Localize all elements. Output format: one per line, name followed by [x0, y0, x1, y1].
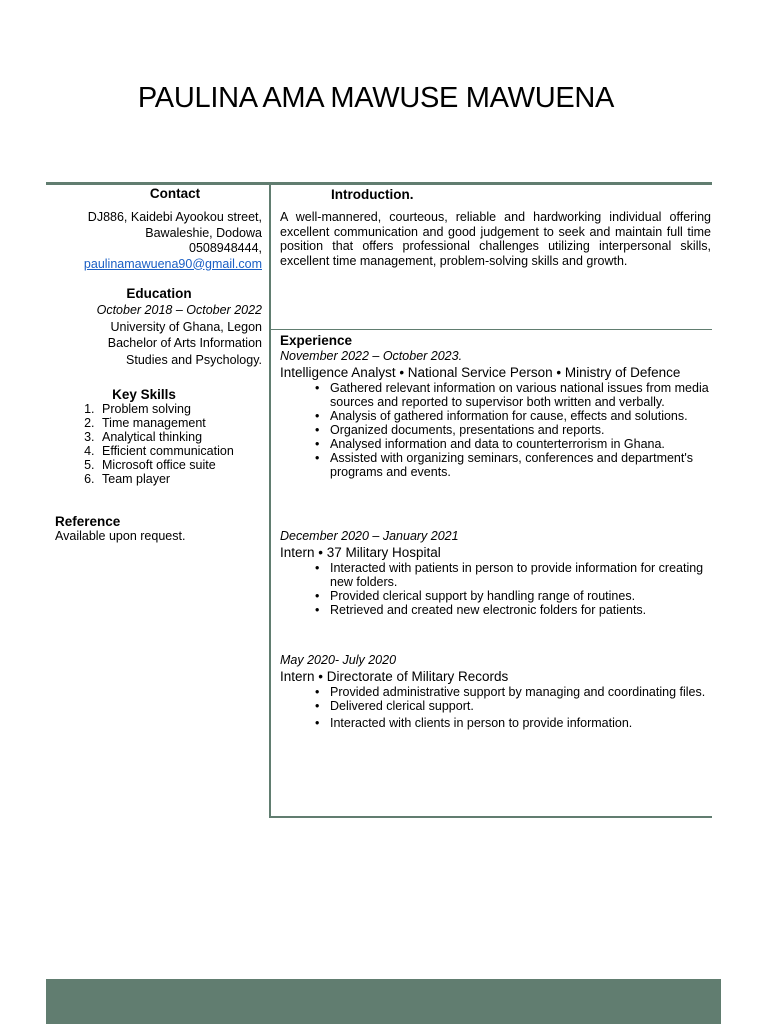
job-entry [280, 653, 711, 730]
job-duties [280, 381, 711, 479]
introduction-heading: Introduction. [331, 187, 414, 202]
contact-email-link[interactable]: paulinamawuena90@gmail.com [83, 256, 262, 271]
contact-address-line: Bawaleshie, Dodowa [145, 225, 262, 240]
column-divider [269, 185, 271, 818]
top-divider [46, 182, 712, 185]
section-divider [271, 329, 712, 330]
experience-heading: Experience [280, 333, 353, 348]
duty-item: • Provided administrative support by managing and coordinating files. [330, 685, 711, 699]
skills-list [52, 402, 262, 486]
introduction-text: A well-mannered, courteous, reliable and hardworking individual offering excellent communication and good judgement to seek and maintain full time position that offers professional challenges utilizing interpersonal skills, excellent time management, problem-solving skills and growth. [280, 210, 711, 268]
education-details [52, 302, 262, 368]
bottom-divider [271, 816, 712, 818]
job-duties [280, 561, 711, 617]
sidebar [52, 186, 262, 544]
job-title: Intern • 37 Military Hospital [280, 545, 441, 560]
contact-details [52, 210, 262, 272]
education-line: Studies and Psychology. [126, 352, 262, 367]
contact-heading: Contact [149, 186, 201, 201]
resume-name: PAULINA AMA MAWUSE MAWUENA [137, 82, 615, 114]
contact-address-line: DJ886, Kaidebi Ayookou street, [87, 210, 262, 224]
duty-item: • Assisted with organizing seminars, conferences and department's programs and events. [330, 451, 711, 479]
experience-section [280, 349, 711, 809]
reference-heading: Reference [55, 514, 121, 529]
duty-item: • Interacted with patients in person to provide information for creating new folders. [330, 561, 711, 589]
skill-item: 3. Analytical thinking [98, 430, 262, 444]
job-dates: December 2020 – January 2021 [280, 529, 459, 543]
reference-text: Available upon request. [55, 529, 186, 543]
job-entry [280, 529, 711, 617]
duty-item: • Retrieved and created new electronic folders for patients. [330, 603, 711, 617]
skill-item: 2. Time management [98, 416, 262, 430]
education-heading: Education [126, 286, 192, 301]
footer-band [46, 979, 721, 1024]
job-dates: May 2020- July 2020 [280, 653, 397, 667]
duty-item: • Analysed information and data to counterterrorism in Ghana. [330, 437, 711, 451]
job-title: Intelligence Analyst • National Service Person • Ministry of Defence [280, 365, 681, 380]
duty-item: • Delivered clerical support. [330, 699, 711, 713]
skill-item: 5. Microsoft office suite [98, 458, 262, 472]
education-dates: October 2018 – October 2022 [96, 303, 262, 317]
job-entry [280, 349, 711, 479]
education-line: University of Ghana, Legon [110, 319, 262, 334]
duty-item: • Organized documents, presentations and reports. [330, 423, 711, 437]
skill-item: 1. Problem solving [98, 402, 262, 416]
job-title: Intern • Directorate of Military Records [280, 669, 509, 684]
job-duties [280, 685, 711, 730]
skill-item: 6. Team player [98, 472, 262, 486]
skills-heading: Key Skills [112, 387, 176, 402]
duty-item: • Interacted with clients in person to provide information. [330, 716, 711, 730]
contact-phone: 0508948444, [189, 241, 262, 255]
duty-item: • Analysis of gathered information for cause, effects and solutions. [330, 409, 711, 423]
duty-item: • Gathered relevant information on various national issues from media sources and reported to supervisor both written and verbally. [330, 381, 711, 409]
skill-item: 4. Efficient communication [98, 444, 262, 458]
education-line: Bachelor of Arts Information [107, 336, 262, 350]
duty-item: • Provided clerical support by handling range of routines. [330, 589, 711, 603]
job-dates: November 2022 – October 2023. [280, 349, 463, 363]
